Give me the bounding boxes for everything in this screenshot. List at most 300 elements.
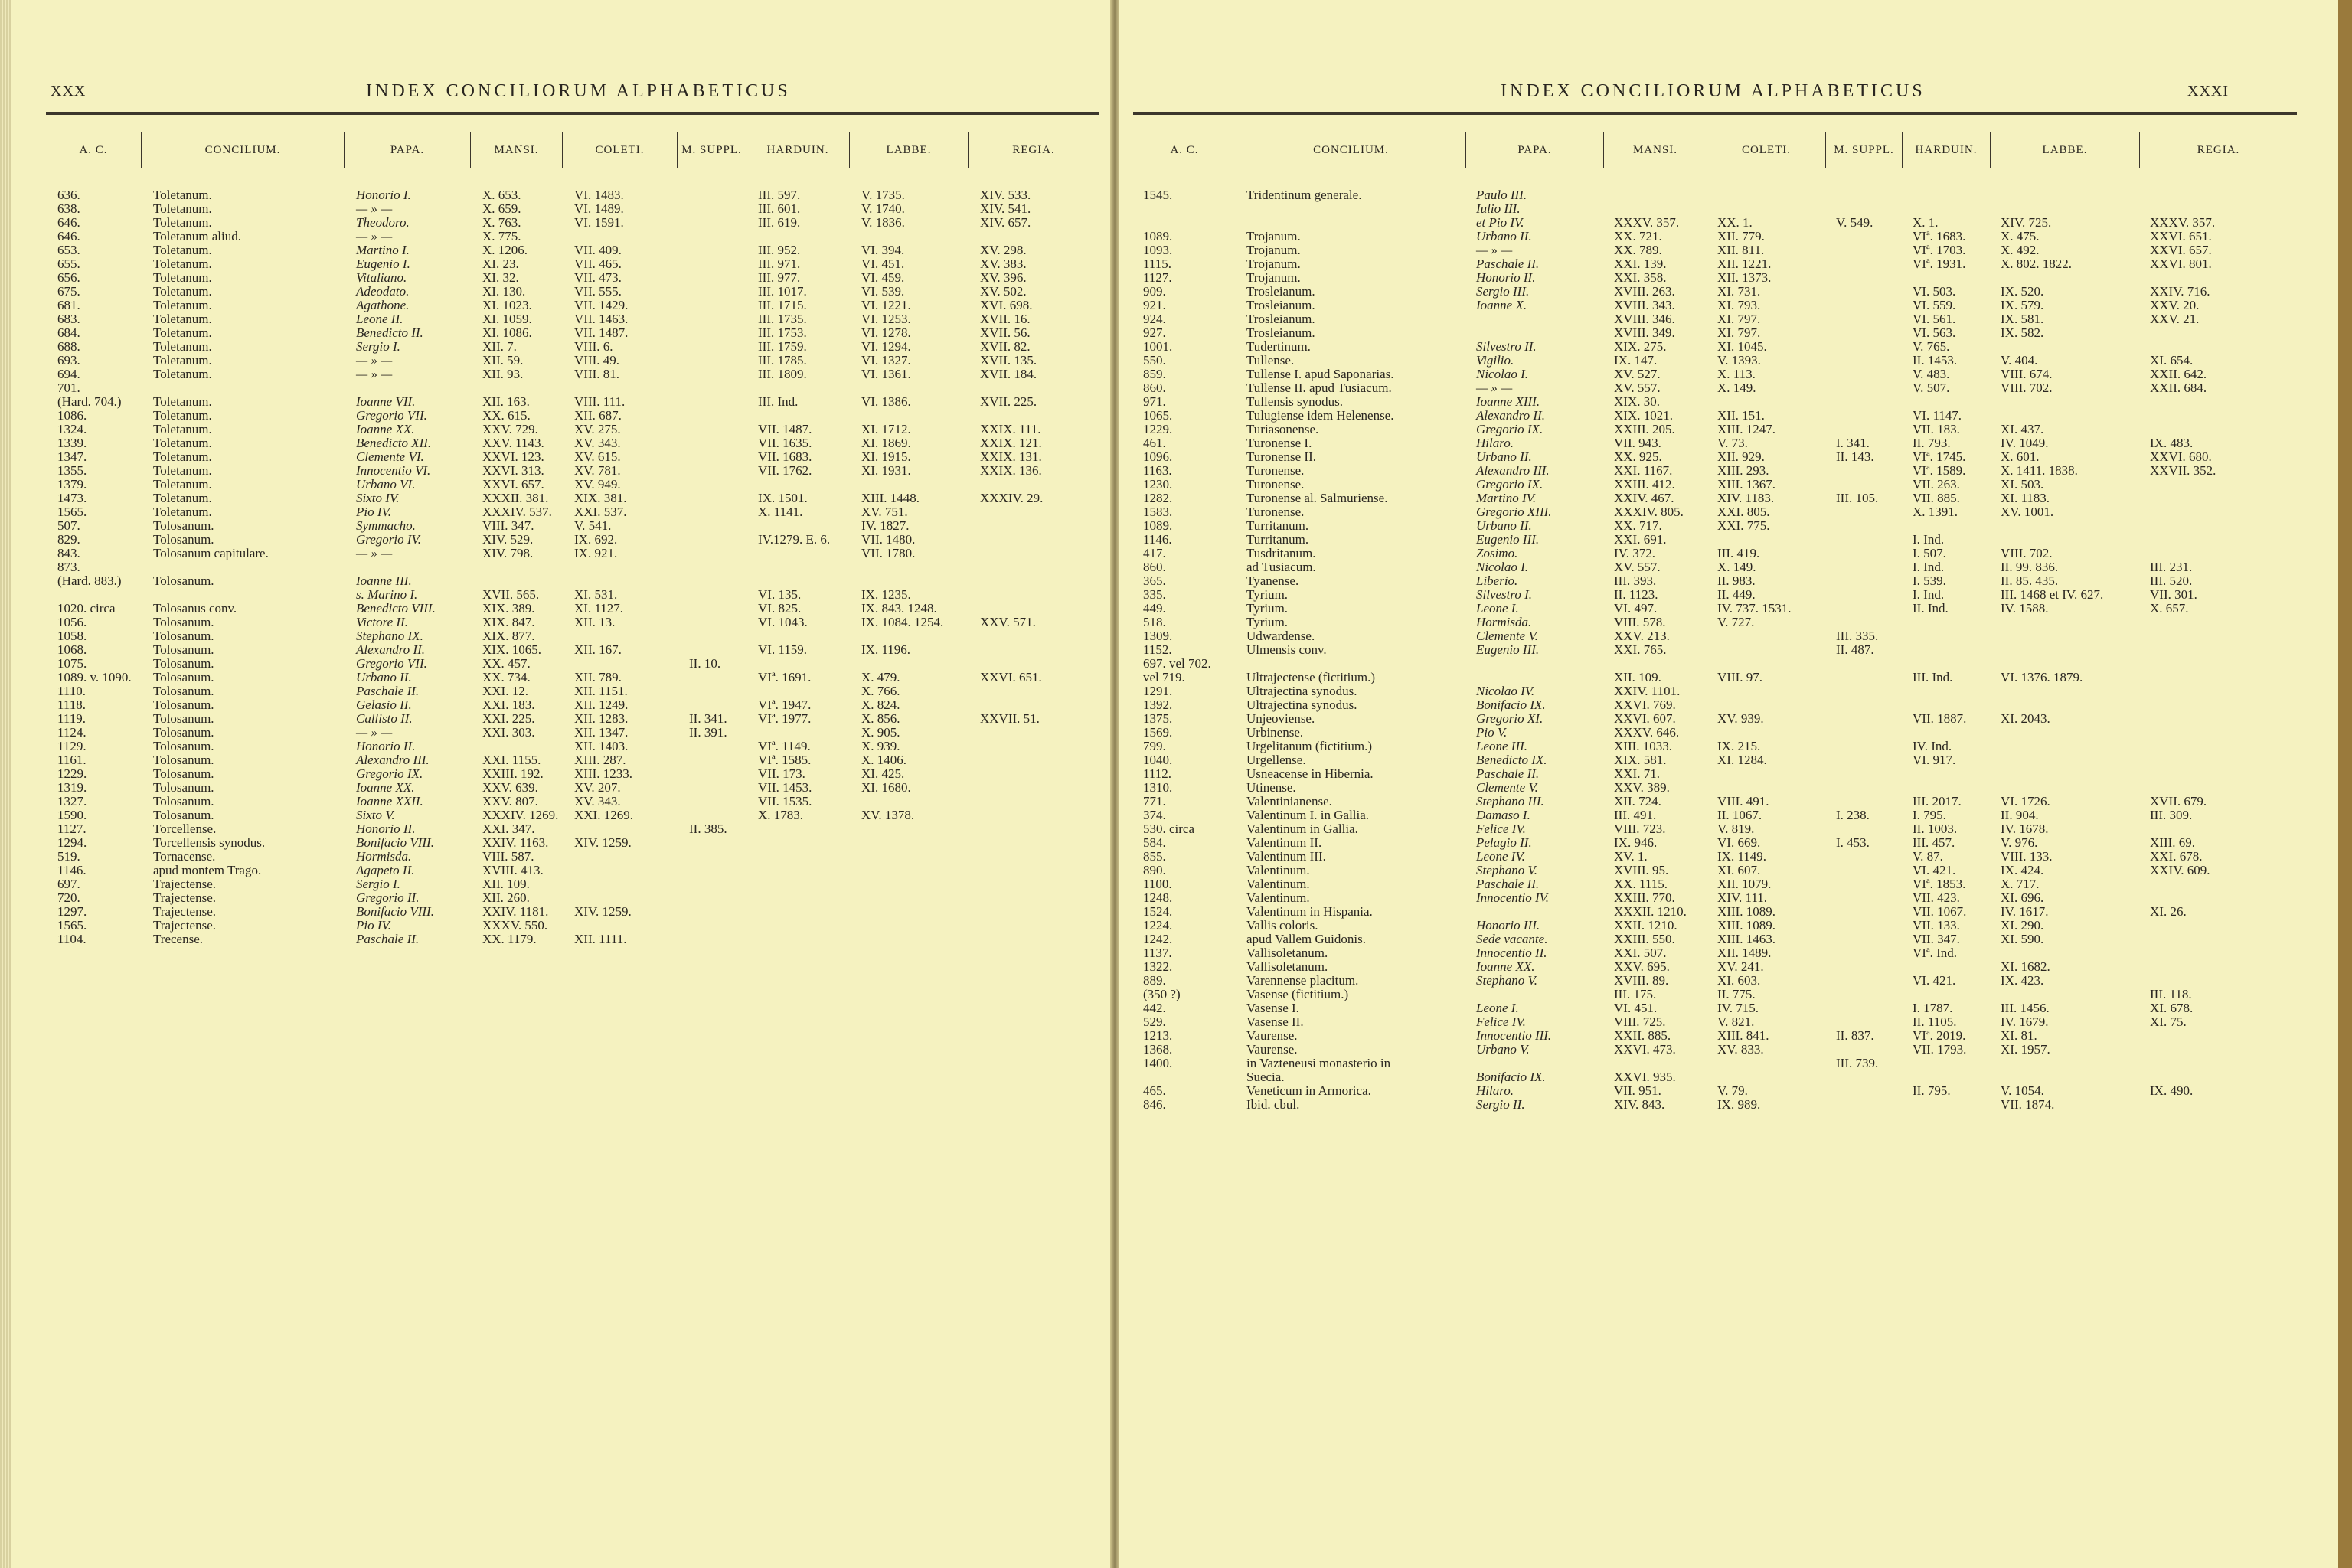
coleti-cell: XI. 797. — [1717, 326, 1761, 340]
labbe-cell — [859, 919, 978, 933]
pope-cell: s. Marino I. — [356, 588, 418, 602]
column-header: COLETI. — [1707, 132, 1826, 168]
council-cell: apud Vallem Guidonis. — [1246, 933, 1366, 946]
table-row — [55, 850, 1108, 864]
pope-cell: Agapeto II. — [356, 864, 415, 877]
labbe-cell — [1998, 409, 2148, 423]
coleti-cell — [1715, 767, 1834, 781]
year-cell: (Hard. 883.) — [57, 574, 122, 588]
harduin-cell — [756, 409, 859, 423]
msuppl-cell — [687, 629, 756, 643]
coleti-cell — [1715, 1057, 1834, 1070]
mansi-cell: XII. 260. — [482, 891, 530, 905]
msuppl-cell — [687, 492, 756, 505]
council-cell: Trosleianum. — [1246, 326, 1315, 340]
regia-cell — [978, 850, 1108, 864]
table-row — [1141, 340, 2305, 354]
pope-cell: Bonifacio IX. — [1476, 1070, 1546, 1084]
year-cell: 683. — [57, 312, 80, 326]
year-cell: 688. — [57, 340, 80, 354]
mansi-cell: XXIV. 1163. — [482, 836, 549, 850]
coleti-cell: XI. 607. — [1717, 864, 1761, 877]
msuppl-cell — [1834, 753, 1910, 767]
year-cell: 1119. — [57, 712, 86, 726]
year-cell: 675. — [57, 285, 80, 299]
labbe-cell: V. 1735. — [861, 188, 905, 202]
msuppl-cell — [1834, 243, 1910, 257]
pope-cell — [1474, 905, 1612, 919]
mansi-cell — [480, 574, 572, 588]
harduin-cell: III. 1017. — [758, 285, 807, 299]
msuppl-cell — [1834, 395, 1910, 409]
labbe-cell — [859, 478, 978, 492]
msuppl-cell: III. 739. — [1836, 1057, 1879, 1070]
coleti-cell: VII. 409. — [574, 243, 622, 257]
msuppl-cell — [1834, 960, 1910, 974]
harduin-cell: II. 795. — [1913, 1084, 1951, 1098]
regia-cell — [978, 533, 1108, 547]
msuppl-cell — [687, 299, 756, 312]
msuppl-cell — [687, 257, 756, 271]
mansi-cell: XII. 7. — [482, 340, 517, 354]
coleti-cell: XIII. 841. — [1717, 1029, 1769, 1043]
msuppl-cell — [687, 533, 756, 547]
council-cell: Ulmensis conv. — [1246, 643, 1327, 657]
regia-cell: III. 231. — [2150, 560, 2193, 574]
labbe-cell: II. 99. 836. — [2001, 560, 2059, 574]
year-cell: 890. — [1143, 864, 1166, 877]
coleti-cell — [572, 822, 687, 836]
harduin-cell: VI. 503. — [1913, 285, 1956, 299]
header-rule — [46, 112, 1099, 115]
year-cell — [55, 588, 151, 602]
labbe-cell: VIII. 702. — [2001, 381, 2053, 395]
regia-cell: XI. 654. — [2150, 354, 2194, 368]
harduin-cell — [1910, 781, 1998, 795]
labbe-cell: VI. 459. — [861, 271, 905, 285]
mansi-cell: XX. 721. — [1614, 230, 1662, 243]
year-cell: 1322. — [1143, 960, 1173, 974]
table-row — [55, 188, 1108, 202]
msuppl-cell: II. 385. — [689, 822, 727, 836]
coleti-cell: XIII. 1089. — [1717, 919, 1776, 933]
pope-cell: Sede vacante. — [1476, 933, 1548, 946]
regia-cell — [2148, 188, 2305, 202]
mansi-cell: XI. 1059. — [482, 312, 532, 326]
labbe-cell: X. 1406. — [861, 753, 907, 767]
mansi-cell: XXV. 807. — [482, 795, 538, 808]
harduin-cell: III. 971. — [758, 257, 801, 271]
table-row — [1141, 781, 2305, 795]
council-cell: Trojanum. — [1246, 230, 1301, 243]
harduin-cell: VIª. 1745. — [1913, 450, 1966, 464]
table-row — [1141, 671, 2305, 684]
regia-cell: XIV. 657. — [980, 216, 1031, 230]
mansi-cell: XXII. 885. — [1614, 1029, 1671, 1043]
msuppl-cell — [687, 781, 756, 795]
labbe-cell: IX. 1084. 1254. — [861, 616, 944, 629]
harduin-cell — [756, 381, 859, 395]
coleti-cell: XII. 1151. — [574, 684, 628, 698]
mansi-cell: XXXIV. 1269. — [482, 808, 559, 822]
harduin-cell: III. 977. — [758, 271, 801, 285]
table-row — [1141, 188, 2305, 202]
mansi-cell: XIV. 843. — [1614, 1098, 1665, 1112]
regia-cell — [2148, 671, 2305, 684]
pope-cell: Innocentio III. — [1476, 1029, 1552, 1043]
mansi-cell: XIX. 30. — [1614, 395, 1660, 409]
council-cell: ad Tusiacum. — [1246, 560, 1316, 574]
pope-cell: Iulio III. — [1476, 202, 1521, 216]
coleti-cell: XIII. 1367. — [1717, 478, 1776, 492]
table-row — [55, 905, 1108, 919]
pope-cell: Bonifacio IX. — [1476, 698, 1546, 712]
labbe-cell — [859, 795, 978, 808]
year-cell: 1291. — [1143, 684, 1173, 698]
year-cell: 927. — [1143, 326, 1166, 340]
labbe-cell: XI. 290. — [2001, 919, 2044, 933]
regia-cell: XXIX. 131. — [980, 450, 1042, 464]
pope-cell: Felice IV. — [1476, 1015, 1526, 1029]
mansi-cell: XXI. 691. — [1614, 533, 1667, 547]
regia-cell — [978, 781, 1108, 795]
regia-cell: XV. 383. — [980, 257, 1027, 271]
pope-cell: Paschale II. — [356, 933, 420, 946]
labbe-cell: V. 1836. — [861, 216, 905, 230]
pope-cell — [1474, 671, 1612, 684]
council-cell: Utinense. — [1246, 781, 1296, 795]
council-cell: Tolosanum. — [153, 519, 214, 533]
council-cell: Tolosanum. — [153, 808, 214, 822]
harduin-cell — [756, 657, 859, 671]
table-row — [1141, 1084, 2305, 1098]
labbe-cell: VI. 1376. 1879. — [2001, 671, 2083, 684]
pope-cell: Ioanne VII. — [356, 395, 416, 409]
year-cell — [1141, 202, 1244, 216]
msuppl-cell — [1834, 740, 1910, 753]
coleti-cell: X. 149. — [1717, 381, 1756, 395]
coleti-cell: IX. 215. — [1717, 740, 1761, 753]
pope-cell: Pelagio II. — [1476, 836, 1532, 850]
council-cell: Tridentinum generale. — [1246, 188, 1362, 202]
pope-cell: Gregorio VII. — [356, 657, 427, 671]
pope-cell: Adeodato. — [356, 285, 410, 299]
labbe-cell: IV. 1678. — [2001, 822, 2049, 836]
labbe-cell — [1998, 767, 2148, 781]
table-row — [1141, 257, 2305, 271]
msuppl-cell: III. 335. — [1836, 629, 1879, 643]
harduin-cell: VI. 1147. — [1913, 409, 1962, 423]
table-row — [55, 933, 1108, 946]
table-row — [1141, 436, 2305, 450]
council-cell: Trosleianum. — [1246, 285, 1315, 299]
year-cell: 684. — [57, 326, 80, 340]
harduin-cell: V. 483. — [1913, 368, 1950, 381]
labbe-cell — [859, 574, 978, 588]
year-cell: 1152. — [1143, 643, 1172, 657]
harduin-cell: I. Ind. — [1913, 533, 1945, 547]
table-row — [55, 423, 1108, 436]
year-cell: 1297. — [57, 905, 87, 919]
labbe-cell: VI. 1278. — [861, 326, 911, 340]
msuppl-cell — [687, 560, 756, 574]
table-row — [55, 533, 1108, 547]
labbe-cell: X. 717. — [2001, 877, 2040, 891]
council-cell: Tolosanum. — [153, 657, 214, 671]
labbe-cell — [859, 381, 978, 395]
table-row — [55, 643, 1108, 657]
coleti-cell: XV. 241. — [1717, 960, 1764, 974]
table-row — [55, 340, 1108, 354]
table-row — [1141, 905, 2305, 919]
mansi-cell: XVIII. 413. — [482, 864, 544, 877]
year-cell: 1020. circa — [57, 602, 116, 616]
year-cell: 365. — [1143, 574, 1166, 588]
msuppl-cell — [1834, 409, 1910, 423]
msuppl-cell — [1834, 1084, 1910, 1098]
msuppl-cell: II. 837. — [1836, 1029, 1874, 1043]
column-header: PAPA. — [345, 132, 471, 168]
mansi-cell: XV. 527. — [1614, 368, 1661, 381]
year-cell: 681. — [57, 299, 80, 312]
table-row — [55, 822, 1108, 836]
pope-cell: Nicolao I. — [1476, 560, 1528, 574]
page-fore-edge — [0, 0, 11, 1568]
labbe-cell: XV. 751. — [861, 505, 908, 519]
msuppl-cell — [687, 478, 756, 492]
mansi-cell: VIII. 723. — [1614, 822, 1666, 836]
year-cell: 971. — [1143, 395, 1166, 409]
year-cell: 1001. — [1143, 340, 1173, 354]
coleti-cell — [1715, 629, 1834, 643]
regia-cell — [2148, 933, 2305, 946]
pope-cell: Bonifacio VIII. — [356, 905, 434, 919]
regia-cell — [2148, 698, 2305, 712]
council-cell: Tolosanum. — [153, 684, 214, 698]
table-row — [55, 795, 1108, 808]
labbe-cell — [859, 629, 978, 643]
year-cell: 771. — [1143, 795, 1166, 808]
table-row — [1141, 960, 2305, 974]
pope-cell: Martino I. — [356, 243, 410, 257]
labbe-cell: IV. 1679. — [2001, 1015, 2049, 1029]
year-cell: 1146. — [57, 864, 87, 877]
msuppl-cell — [1834, 533, 1910, 547]
harduin-cell — [756, 478, 859, 492]
harduin-cell: V. 507. — [1913, 381, 1950, 395]
council-cell: Toletanum. — [153, 188, 212, 202]
regia-cell: III. 118. — [2150, 988, 2192, 1001]
regia-cell — [978, 643, 1108, 657]
regia-cell: XVII. 16. — [980, 312, 1031, 326]
council-cell: Varennense placitum. — [1246, 974, 1359, 988]
mansi-cell: XXXV. 646. — [1614, 726, 1680, 740]
table-row — [55, 312, 1108, 326]
mansi-cell: XIV. 529. — [482, 533, 534, 547]
msuppl-cell: I. 453. — [1836, 836, 1870, 850]
mansi-cell: XXVI. 313. — [482, 464, 544, 478]
year-cell: 855. — [1143, 850, 1166, 864]
labbe-cell: III. 1456. — [2001, 1001, 2050, 1015]
council-cell: Toletanum. — [153, 257, 212, 271]
index-table — [55, 188, 1108, 946]
year-cell: 1124. — [57, 726, 87, 740]
harduin-cell: VIª. 1683. — [1913, 230, 1966, 243]
year-cell: 655. — [57, 257, 80, 271]
mansi-cell: XXVI. 123. — [482, 450, 544, 464]
mansi-cell: XXV. 213. — [1614, 629, 1670, 643]
labbe-cell: II. 85. 435. — [2001, 574, 2059, 588]
msuppl-cell: V. 549. — [1836, 216, 1873, 230]
table-row — [1141, 492, 2305, 505]
council-cell: Toletanum. — [153, 271, 212, 285]
harduin-cell: VIª. 1691. — [758, 671, 812, 684]
table-row — [55, 381, 1108, 395]
harduin-cell — [756, 560, 859, 574]
table-row — [55, 202, 1108, 216]
mansi-cell: XXIII. 550. — [1614, 933, 1675, 946]
pope-cell: Alexandro III. — [356, 753, 430, 767]
msuppl-cell — [1834, 1043, 1910, 1057]
coleti-cell: III. 419. — [1717, 547, 1760, 560]
year-cell: 646. — [57, 216, 80, 230]
table-row — [1141, 933, 2305, 946]
mansi-cell: XXVI. 935. — [1614, 1070, 1676, 1084]
coleti-cell — [572, 560, 687, 574]
year-cell: 694. — [57, 368, 80, 381]
mansi-cell: XXIV. 1181. — [482, 905, 549, 919]
regia-cell — [2148, 409, 2305, 423]
coleti-cell — [572, 877, 687, 891]
coleti-cell: XII. 167. — [574, 643, 622, 657]
coleti-cell: VIII. 81. — [574, 368, 620, 381]
year-cell: 1161. — [57, 753, 87, 767]
page-number: XXX — [51, 83, 87, 100]
council-cell: Toletanum. — [153, 299, 212, 312]
table-row — [1141, 547, 2305, 560]
coleti-cell: XI. 793. — [1717, 299, 1761, 312]
council-cell: Trajectense. — [153, 919, 216, 933]
coleti-cell: XXI. 805. — [1717, 505, 1770, 519]
table-row — [55, 216, 1108, 230]
harduin-cell: VIª. 1149. — [758, 740, 811, 753]
mansi-cell: VIII. 725. — [1614, 1015, 1666, 1029]
regia-cell — [2148, 1057, 2305, 1070]
coleti-cell: XI. 1045. — [1717, 340, 1767, 354]
table-row — [1141, 312, 2305, 326]
harduin-cell — [756, 919, 859, 933]
coleti-cell: IV. 715. — [1717, 1001, 1759, 1015]
column-header: LABBE. — [1991, 132, 2140, 168]
table-row — [1141, 450, 2305, 464]
regia-cell — [2148, 629, 2305, 643]
pope-cell — [354, 560, 480, 574]
harduin-cell: VI. 1043. — [758, 616, 808, 629]
council-cell: Trosleianum. — [1246, 299, 1315, 312]
msuppl-cell: II. 341. — [689, 712, 727, 726]
mansi-cell: VI. 451. — [1614, 1001, 1658, 1015]
year-cell: 519. — [57, 850, 80, 864]
msuppl-cell — [1834, 698, 1910, 712]
harduin-cell: VII. 885. — [1913, 492, 1960, 505]
council-cell: Tolosanum capitulare. — [153, 547, 269, 560]
mansi-cell: XXI. 303. — [482, 726, 535, 740]
pope-cell: Leone III. — [1476, 740, 1528, 753]
year-cell: 924. — [1143, 312, 1166, 326]
coleti-cell: XII. 1079. — [1717, 877, 1772, 891]
harduin-cell: I. Ind. — [1913, 588, 1945, 602]
table-row — [55, 574, 1108, 588]
council-cell — [151, 560, 354, 574]
labbe-cell: V. 1054. — [2001, 1084, 2044, 1098]
labbe-cell — [1998, 781, 2148, 795]
harduin-cell: VIª. 2019. — [1913, 1029, 1966, 1043]
pope-cell — [1474, 326, 1612, 340]
council-cell: Ultrajectina synodus. — [1246, 684, 1357, 698]
msuppl-cell — [687, 395, 756, 409]
msuppl-cell — [1834, 671, 1910, 684]
harduin-cell: I. 507. — [1913, 547, 1946, 560]
pope-cell: Paulo III. — [1476, 188, 1527, 202]
book-gutter — [1110, 0, 1119, 1568]
year-cell: vel 719. — [1143, 671, 1185, 684]
coleti-cell: XII. 13. — [574, 616, 616, 629]
coleti-cell: X. 113. — [1717, 368, 1756, 381]
mansi-cell: XIX. 389. — [482, 602, 535, 616]
regia-cell — [2148, 519, 2305, 533]
msuppl-cell — [687, 436, 756, 450]
council-cell: Tyrium. — [1246, 588, 1289, 602]
coleti-cell — [1715, 643, 1834, 657]
column-header: CONCILIUM. — [142, 132, 345, 168]
council-cell: Urgelitanum (fictitium.) — [1246, 740, 1372, 753]
coleti-cell: XV. 343. — [574, 795, 621, 808]
council-cell: Toletanum. — [153, 492, 212, 505]
msuppl-cell — [687, 409, 756, 423]
mansi-cell: X. 1206. — [482, 243, 528, 257]
regia-cell: VII. 301. — [2150, 588, 2197, 602]
mansi-cell: XXI. 765. — [1614, 643, 1667, 657]
labbe-cell — [859, 877, 978, 891]
coleti-cell: XV. 615. — [574, 450, 621, 464]
council-cell: Toletanum. — [153, 312, 212, 326]
table-row — [55, 877, 1108, 891]
labbe-cell: XIV. 725. — [2001, 216, 2052, 230]
table-row — [1141, 409, 2305, 423]
council-cell: Trajectense. — [153, 877, 216, 891]
regia-cell: III. 520. — [2150, 574, 2193, 588]
table-row — [1141, 877, 2305, 891]
msuppl-cell — [687, 326, 756, 340]
coleti-cell: XII. 1249. — [574, 698, 629, 712]
msuppl-cell — [1834, 340, 1910, 354]
mansi-cell — [480, 381, 572, 395]
council-cell: in Vazteneusi monasterio in — [1246, 1057, 1391, 1070]
council-cell: Trojanum. — [1246, 257, 1301, 271]
pope-cell: Benedicto IX. — [1476, 753, 1547, 767]
coleti-cell: XII. 1489. — [1717, 946, 1772, 960]
mansi-cell: VII. 951. — [1614, 1084, 1661, 1098]
pope-cell: — » — — [356, 202, 393, 216]
column-header: HARDUIN. — [746, 132, 850, 168]
mansi-cell: XIX. 877. — [482, 629, 535, 643]
mansi-cell: XIX. 1065. — [482, 643, 541, 657]
pope-cell: Stephano V. — [1476, 864, 1537, 877]
harduin-cell: III. 952. — [758, 243, 801, 257]
labbe-cell: X. 475. — [2001, 230, 2040, 243]
regia-cell — [2148, 740, 2305, 753]
table-row — [55, 684, 1108, 698]
